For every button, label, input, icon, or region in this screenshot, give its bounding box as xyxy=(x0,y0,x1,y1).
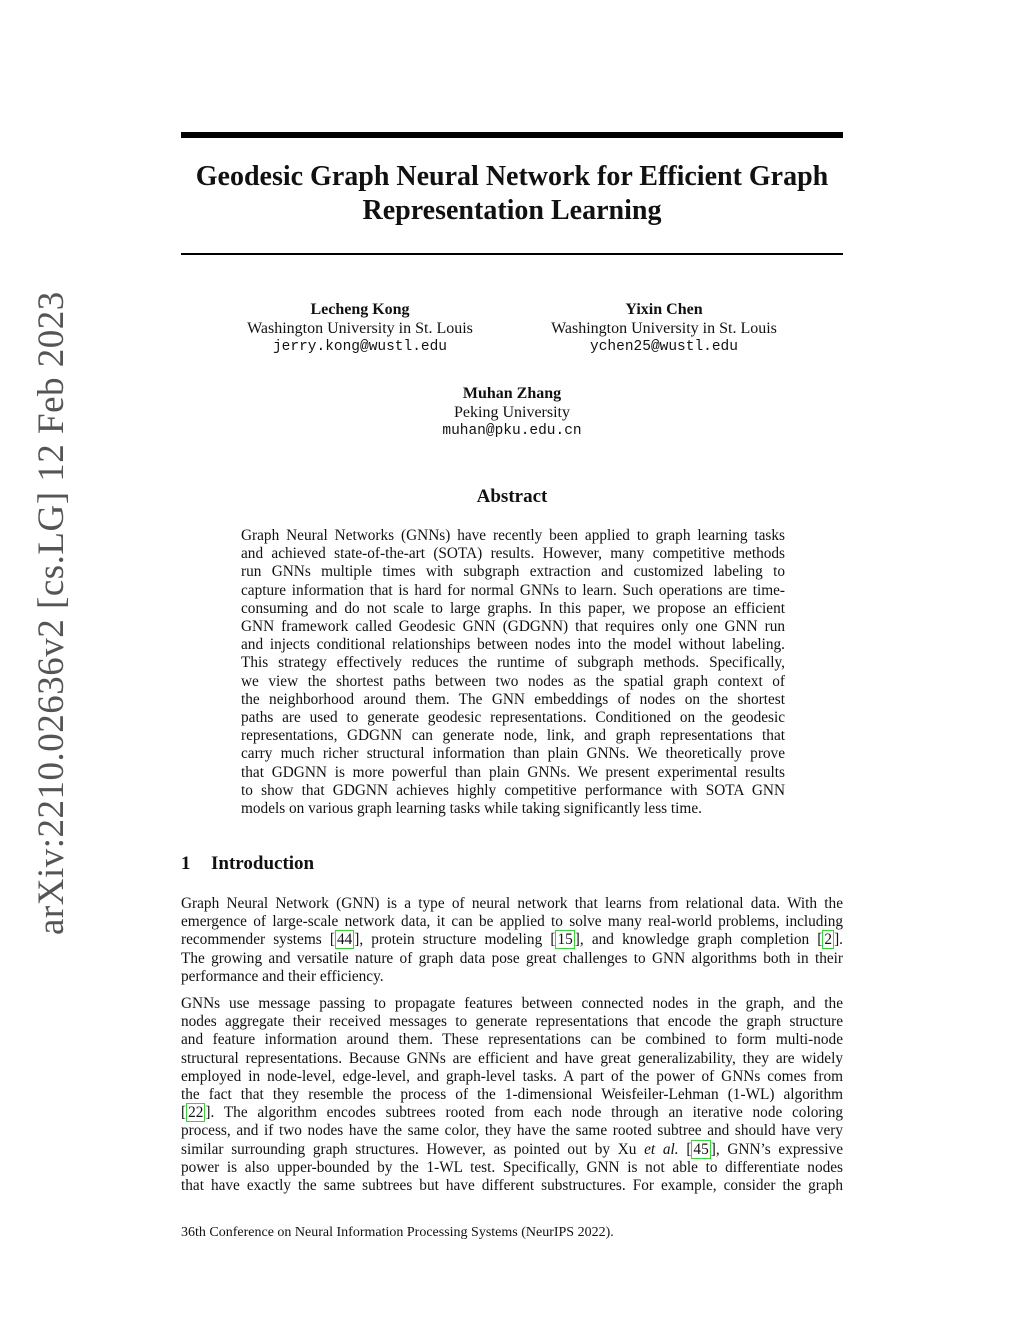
author-affiliation: Washington University in St. Louis xyxy=(551,320,777,337)
paragraph-line: power is also upper-bounded by the 1-WL test. Specifically, GNN is not able to differentiate nodes xyxy=(181,1158,843,1176)
abstract-line: we view the shortest paths between two nodes as the spatial graph context of xyxy=(241,672,785,690)
text-run: similar surrounding graph structures. However, as pointed out by Xu xyxy=(181,1140,645,1158)
abstract-line: the neighborhood around them. The GNN embeddings of nodes on the shortest xyxy=(241,690,785,708)
section-number: 1 xyxy=(181,853,191,874)
paragraph-line: Graph Neural Network (GNN) is a type of neural network that learns from relational data. With the xyxy=(181,895,843,912)
citation-link[interactable]: 2 xyxy=(824,931,833,949)
abstract-line: GNN framework called Geodesic GNN (GDGNN) that requires only one GNN run xyxy=(241,618,785,636)
author-email[interactable]: ychen25@wustl.edu xyxy=(590,339,738,355)
abstract-line: models on various graph learning tasks while taking significantly less time. xyxy=(241,800,702,818)
abstract-body xyxy=(241,527,785,818)
text-run-italic: et al. xyxy=(644,1140,679,1158)
citation-link[interactable]: 45 xyxy=(693,1140,709,1158)
text-run: , protein structure modeling xyxy=(359,931,551,949)
abstract-line: representations, GDGNN can generate node, link, and graph representations that xyxy=(241,727,785,745)
intro-paragraph-2 xyxy=(181,995,843,1195)
text-run: , GNN’s expressive xyxy=(715,1140,843,1158)
text-run: , and knowledge graph completion xyxy=(579,931,818,949)
abstract-line: run GNNs multiple times with subgraph extraction and customized labeling to xyxy=(241,563,785,581)
paragraph-line: process, and if two nodes have the same color, they have the same rooted subtree and should have very xyxy=(181,1122,843,1140)
paragraph-line: The growing and versatile nature of graph data pose great challenges to GNN algorithms both in their xyxy=(181,949,843,967)
arxiv-stamp: arXiv:2210.02636v2 [cs.LG] 12 Feb 2023 xyxy=(31,291,72,935)
text-run: . The algorithm encodes subtrees rooted from each node through an iterative node coloring xyxy=(210,1104,843,1122)
title-line: Geodesic Graph Neural Network for Efficient Graph xyxy=(195,161,829,192)
abstract-line: This strategy effectively reduces the runtime of subgraph methods. Specifically, xyxy=(241,654,785,672)
author-block xyxy=(373,384,651,441)
paragraph-line: employed in node-level, edge-level, and graph-level tasks. A part of the power of GNNs comes from xyxy=(181,1067,843,1085)
abstract-line: Graph Neural Networks (GNNs) have recently been applied to graph learning tasks xyxy=(241,527,785,544)
text-run: . xyxy=(839,931,843,949)
citation-link[interactable]: 22 xyxy=(188,1104,204,1122)
abstract-line: and achieved state-of-the-art (SOTA) results. However, many competitive methods xyxy=(241,545,785,563)
paragraph-line: nodes aggregate their received messages to generate representations that encode the graph structure xyxy=(181,1013,843,1031)
paragraph-line: recommender systems [ 44 ], protein structure modeling [ 15 ], and knowledge graph completion [ 2 ]. xyxy=(181,931,843,949)
paragraph-line: GNNs use message passing to propagate features between connected nodes in the graph, and the xyxy=(181,995,843,1012)
author-email[interactable]: muhan@pku.edu.cn xyxy=(442,423,582,439)
paragraph-line: similar surrounding graph structures. However, as pointed out by Xu et al. [ 45 ], GNN’s expressive xyxy=(181,1140,843,1158)
paragraph-line: [ 22 ]. The algorithm encodes subtrees rooted from each node through an iterative node coloring xyxy=(181,1104,843,1122)
author-affiliation: Washington University in St. Louis xyxy=(247,320,473,337)
author-block xyxy=(221,300,499,357)
abstract-heading: Abstract xyxy=(476,486,548,507)
paragraph-line: and feature information around them. These representations can be combined to form multi-node xyxy=(181,1031,843,1049)
section-heading xyxy=(181,853,314,875)
paragraph-line: structural representations. Because GNNs are efficient and have great generalizability, they are widely xyxy=(181,1049,843,1067)
author-block xyxy=(525,300,803,357)
paragraph-line: that have exactly the same subtrees but have different substructures. For example, consider the graph xyxy=(181,1177,843,1195)
text-run: recommender systems xyxy=(181,931,330,949)
intro-paragraph-1 xyxy=(181,895,843,986)
author-name: Muhan Zhang xyxy=(462,385,562,402)
abstract-line: capture information that is hard for normal GNNs to learn. Such operations are time- xyxy=(241,581,785,599)
title-bottom-rule xyxy=(181,253,843,255)
abstract-line: carry much richer structural information than plain GNNs. We theoretically prove xyxy=(241,745,785,763)
paragraph-line: performance and their efficiency. xyxy=(181,967,384,985)
author-name: Yixin Chen xyxy=(625,301,703,318)
abstract-line: paths are used to generate geodesic representations. Conditioned on the geodesic xyxy=(241,709,785,727)
paragraph-line: emergence of large-scale network data, it can be applied to solve many real-world problems, including xyxy=(181,913,843,931)
section-title: Introduction xyxy=(211,853,315,874)
abstract-line: consuming and do not scale to large graphs. In this paper, we propose an efficient xyxy=(241,599,785,617)
paragraph-line: the fact that they resemble the process of the 1-dimensional Weisfeiler-Lehman (1-WL) algorithm xyxy=(181,1086,843,1104)
paper-title xyxy=(181,160,843,228)
conference-footnote: 36th Conference on Neural Information Processing Systems (NeurIPS 2022). xyxy=(181,1225,614,1240)
abstract-line: and injects conditional relationships between nodes into the model without labeling. xyxy=(241,636,785,654)
author-email[interactable]: jerry.kong@wustl.edu xyxy=(272,339,448,355)
title-top-rule xyxy=(181,132,843,138)
citation-link[interactable]: 44 xyxy=(336,931,353,949)
abstract-line: that GDGNN is more powerful than plain GNNs. We present experimental results xyxy=(241,763,785,781)
author-affiliation: Peking University xyxy=(454,404,570,421)
author-name: Lecheng Kong xyxy=(310,301,410,318)
abstract-line: to show that GDGNN achieves highly competitive performance with SOTA GNN xyxy=(241,781,785,799)
citation-link[interactable]: 15 xyxy=(557,931,573,949)
title-line: Representation Learning xyxy=(362,195,662,226)
